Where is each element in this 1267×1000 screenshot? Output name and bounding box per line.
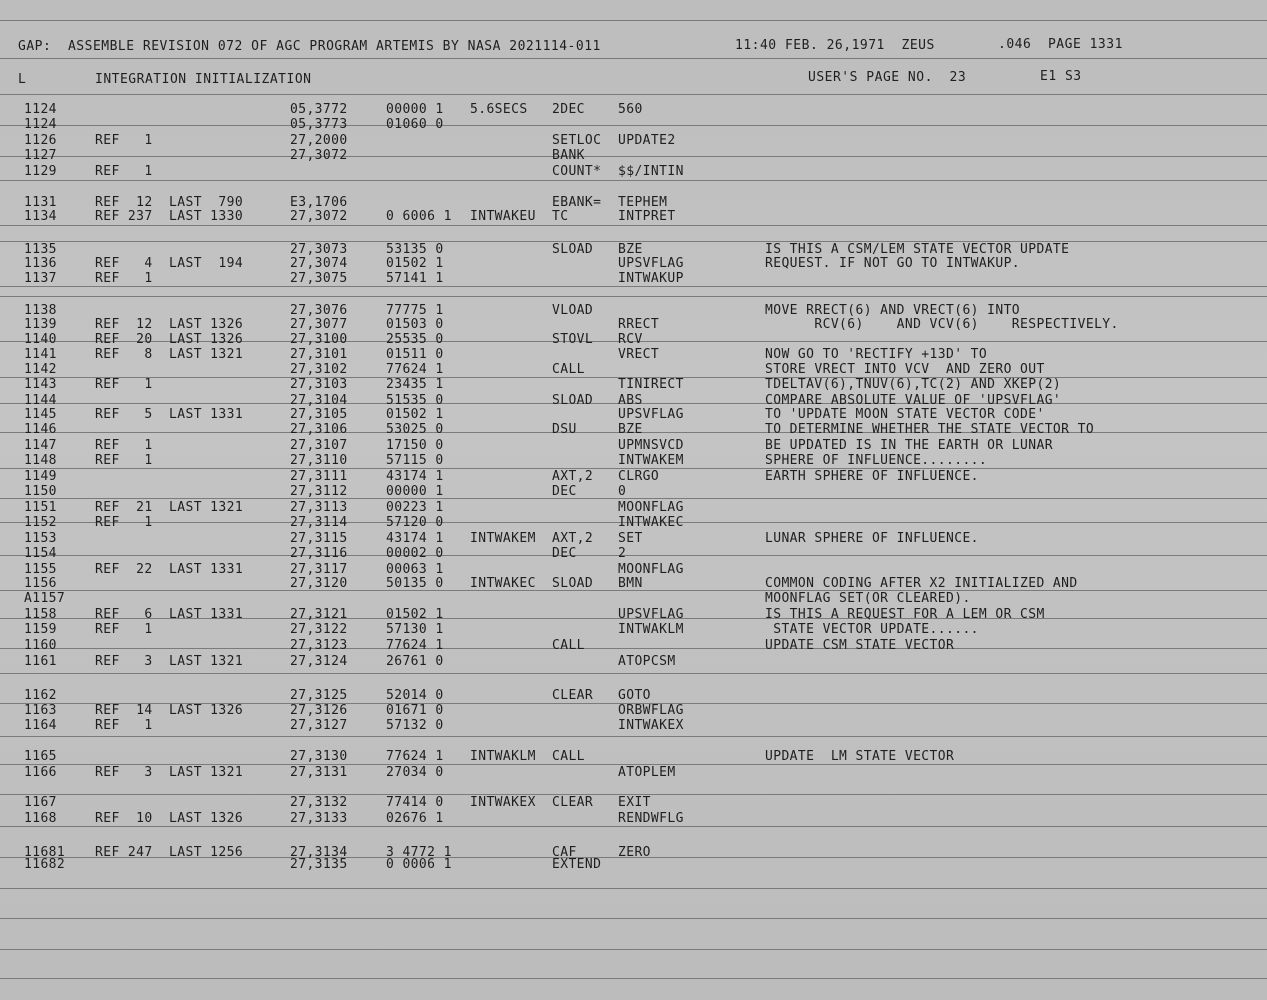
line-number: 1141 bbox=[24, 347, 57, 362]
line-number: 1153 bbox=[24, 531, 57, 546]
listing-row bbox=[0, 332, 1267, 346]
octal-code: 77624 1 bbox=[386, 362, 444, 377]
opcode: SLOAD bbox=[552, 242, 594, 257]
octal-code: 00000 1 bbox=[386, 484, 444, 499]
address: 27,3130 bbox=[290, 749, 348, 764]
operand: INTPRET bbox=[618, 209, 676, 224]
octal-code: 01502 1 bbox=[386, 256, 444, 271]
address: 27,3110 bbox=[290, 453, 348, 468]
opcode: AXT,2 bbox=[552, 531, 594, 546]
line-number: 11681 bbox=[24, 845, 66, 860]
line-number: 1131 bbox=[24, 195, 57, 210]
operand: INTWAKEC bbox=[618, 515, 684, 530]
address: 27,3127 bbox=[290, 718, 348, 733]
line-number: 1160 bbox=[24, 638, 57, 653]
listing-row bbox=[0, 407, 1267, 421]
listing-row bbox=[0, 531, 1267, 545]
octal-code: 00002 0 bbox=[386, 546, 444, 561]
address: 27,3122 bbox=[290, 622, 348, 637]
address: 27,3131 bbox=[290, 765, 348, 780]
operand: EXIT bbox=[618, 795, 651, 810]
listing-row bbox=[0, 749, 1267, 763]
operand: TEPHEM bbox=[618, 195, 668, 210]
listing-row bbox=[0, 133, 1267, 147]
comment: IS THIS A REQUEST FOR A LEM OR CSM bbox=[765, 607, 1045, 622]
address: 27,3116 bbox=[290, 546, 348, 561]
address: 27,3124 bbox=[290, 654, 348, 669]
listing-row bbox=[0, 638, 1267, 652]
form-rule bbox=[0, 826, 1267, 827]
line-number: 1146 bbox=[24, 422, 57, 437]
listing-row bbox=[0, 117, 1267, 131]
reference: REF 1 bbox=[95, 718, 153, 733]
operand: RRECT bbox=[618, 317, 660, 332]
reference: REF 20 LAST 1326 bbox=[95, 332, 244, 347]
listing-row bbox=[0, 453, 1267, 467]
listing-row bbox=[0, 102, 1267, 116]
line-number: 11682 bbox=[24, 857, 66, 872]
reference: REF 247 LAST 1256 bbox=[95, 845, 244, 860]
section-title: INTEGRATION INITIALIZATION bbox=[95, 72, 312, 87]
operand: UPDATE2 bbox=[618, 133, 676, 148]
reference: REF 22 LAST 1331 bbox=[95, 562, 244, 577]
listing-row bbox=[0, 148, 1267, 162]
comment: STATE VECTOR UPDATE...... bbox=[765, 622, 979, 637]
opcode: CLEAR bbox=[552, 688, 594, 703]
opcode: COUNT* bbox=[552, 164, 602, 179]
opcode: CALL bbox=[552, 638, 585, 653]
listing-page-number: .046 PAGE 1331 bbox=[998, 37, 1123, 52]
octal-code: 52014 0 bbox=[386, 688, 444, 703]
form-rule bbox=[0, 20, 1267, 21]
line-number: 1126 bbox=[24, 133, 57, 148]
octal-code: 77624 1 bbox=[386, 749, 444, 764]
octal-code: 77414 0 bbox=[386, 795, 444, 810]
operand: RCV bbox=[618, 332, 643, 347]
operand: BMN bbox=[618, 576, 643, 591]
address: 27,3101 bbox=[290, 347, 348, 362]
reference: REF 5 LAST 1331 bbox=[95, 407, 244, 422]
label: INTWAKEU bbox=[470, 209, 536, 224]
address: 27,3117 bbox=[290, 562, 348, 577]
line-number: 1161 bbox=[24, 654, 57, 669]
operand: INTWAKEX bbox=[618, 718, 684, 733]
octal-code: 53025 0 bbox=[386, 422, 444, 437]
opcode: CLEAR bbox=[552, 795, 594, 810]
address: 27,3104 bbox=[290, 393, 348, 408]
address: 27,3075 bbox=[290, 271, 348, 286]
listing-row bbox=[0, 622, 1267, 636]
operand: ATOPCSM bbox=[618, 654, 676, 669]
address: 27,3134 bbox=[290, 845, 348, 860]
listing-row bbox=[0, 576, 1267, 590]
listing-row bbox=[0, 469, 1267, 483]
reference: REF 1 bbox=[95, 438, 153, 453]
label: INTWAKLM bbox=[470, 749, 536, 764]
comment: MOONFLAG SET(OR CLEARED). bbox=[765, 591, 971, 606]
opcode: CALL bbox=[552, 749, 585, 764]
octal-code: 02676 1 bbox=[386, 811, 444, 826]
operand: INTWAKLM bbox=[618, 622, 684, 637]
listing-row bbox=[0, 591, 1267, 605]
listing-row bbox=[0, 654, 1267, 668]
reference: REF 3 LAST 1321 bbox=[95, 654, 244, 669]
line-number: 1135 bbox=[24, 242, 57, 257]
operand: BZE bbox=[618, 422, 643, 437]
octal-code: 43174 1 bbox=[386, 469, 444, 484]
line-number: 1134 bbox=[24, 209, 57, 224]
opcode: CALL bbox=[552, 362, 585, 377]
subheader-marker: L bbox=[18, 72, 27, 87]
comment: BE UPDATED IS IN THE EARTH OR LUNAR bbox=[765, 438, 1053, 453]
octal-code: 25535 0 bbox=[386, 332, 444, 347]
listing-row bbox=[0, 317, 1267, 331]
address: 27,3105 bbox=[290, 407, 348, 422]
opcode: EXTEND bbox=[552, 857, 602, 872]
form-rule bbox=[0, 949, 1267, 950]
operand: CLRGO bbox=[618, 469, 660, 484]
octal-code: 01502 1 bbox=[386, 407, 444, 422]
address: 27,3074 bbox=[290, 256, 348, 271]
address: 27,3123 bbox=[290, 638, 348, 653]
comment: NOW GO TO 'RECTIFY +13D' TO bbox=[765, 347, 988, 362]
form-rule bbox=[0, 94, 1267, 95]
reference: REF 12 LAST 790 bbox=[95, 195, 244, 210]
octal-code: 17150 0 bbox=[386, 438, 444, 453]
address: 27,3112 bbox=[290, 484, 348, 499]
form-rule bbox=[0, 978, 1267, 979]
operand: MOONFLAG bbox=[618, 500, 684, 515]
opcode: DSU bbox=[552, 422, 577, 437]
form-rule bbox=[0, 918, 1267, 919]
opcode: DEC bbox=[552, 546, 577, 561]
listing-row bbox=[0, 811, 1267, 825]
operand: ZERO bbox=[618, 845, 651, 860]
operand: INTWAKUP bbox=[618, 271, 684, 286]
operand: MOONFLAG bbox=[618, 562, 684, 577]
line-number: 1147 bbox=[24, 438, 57, 453]
opcode: TC bbox=[552, 209, 569, 224]
octal-code: 0 0006 1 bbox=[386, 857, 452, 872]
operand: GOTO bbox=[618, 688, 651, 703]
octal-code: 53135 0 bbox=[386, 242, 444, 257]
octal-code: 57115 0 bbox=[386, 453, 444, 468]
octal-code: 00063 1 bbox=[386, 562, 444, 577]
reference: REF 1 bbox=[95, 271, 153, 286]
comment: COMPARE ABSOLUTE VALUE OF 'UPSVFLAG' bbox=[765, 393, 1062, 408]
label: INTWAKEX bbox=[470, 795, 536, 810]
line-number: 1150 bbox=[24, 484, 57, 499]
opcode: 2DEC bbox=[552, 102, 585, 117]
operand: ABS bbox=[618, 393, 643, 408]
section-code: E1 S3 bbox=[1040, 69, 1082, 84]
address: 27,3111 bbox=[290, 469, 348, 484]
address: 05,3773 bbox=[290, 117, 348, 132]
comment: EARTH SPHERE OF INFLUENCE. bbox=[765, 469, 979, 484]
listing-row bbox=[0, 500, 1267, 514]
reference: REF 14 LAST 1326 bbox=[95, 703, 244, 718]
opcode: STOVL bbox=[552, 332, 594, 347]
label: INTWAKEC bbox=[470, 576, 536, 591]
octal-code: 57130 1 bbox=[386, 622, 444, 637]
operand: SET bbox=[618, 531, 643, 546]
address: 27,3133 bbox=[290, 811, 348, 826]
listing-timestamp: 11:40 FEB. 26,1971 ZEUS bbox=[735, 38, 935, 53]
octal-code: 26761 0 bbox=[386, 654, 444, 669]
form-rule bbox=[0, 498, 1267, 499]
octal-code: 43174 1 bbox=[386, 531, 444, 546]
line-number: 1165 bbox=[24, 749, 57, 764]
operand: RENDWFLG bbox=[618, 811, 684, 826]
line-number: 1143 bbox=[24, 377, 57, 392]
reference: REF 1 bbox=[95, 164, 153, 179]
line-number: 1136 bbox=[24, 256, 57, 271]
octal-code: 00223 1 bbox=[386, 500, 444, 515]
operand: UPSVFLAG bbox=[618, 607, 684, 622]
octal-code: 01060 0 bbox=[386, 117, 444, 132]
listing-row bbox=[0, 515, 1267, 529]
listing-row bbox=[0, 718, 1267, 732]
listing-row bbox=[0, 562, 1267, 576]
reference: REF 1 bbox=[95, 622, 153, 637]
listing-row bbox=[0, 857, 1267, 871]
address: 27,2000 bbox=[290, 133, 348, 148]
reference: REF 3 LAST 1321 bbox=[95, 765, 244, 780]
operand: ATOPLEM bbox=[618, 765, 676, 780]
octal-code: 77624 1 bbox=[386, 638, 444, 653]
line-number: 1127 bbox=[24, 148, 57, 163]
user-page-number: USER'S PAGE NO. 23 bbox=[808, 70, 967, 85]
comment: IS THIS A CSM/LEM STATE VECTOR UPDATE bbox=[765, 242, 1070, 257]
listing-row bbox=[0, 209, 1267, 223]
line-number: 1163 bbox=[24, 703, 57, 718]
opcode: CAF bbox=[552, 845, 577, 860]
form-rule bbox=[0, 888, 1267, 889]
reference: REF 4 LAST 194 bbox=[95, 256, 244, 271]
line-number: 1137 bbox=[24, 271, 57, 286]
comment: MOVE RRECT(6) AND VRECT(6) INTO bbox=[765, 303, 1021, 318]
reference: REF 12 LAST 1326 bbox=[95, 317, 244, 332]
form-rule bbox=[0, 58, 1267, 59]
address: 27,3113 bbox=[290, 500, 348, 515]
line-number: 1124 bbox=[24, 102, 57, 117]
comment: UPDATE LM STATE VECTOR bbox=[765, 749, 955, 764]
form-rule bbox=[0, 736, 1267, 737]
octal-code: 57120 0 bbox=[386, 515, 444, 530]
address: 27,3072 bbox=[290, 148, 348, 163]
listing-row bbox=[0, 256, 1267, 270]
octal-code: 23435 1 bbox=[386, 377, 444, 392]
listing-row bbox=[0, 422, 1267, 436]
opcode: EBANK= bbox=[552, 195, 602, 210]
operand: 560 bbox=[618, 102, 643, 117]
listing-row bbox=[0, 688, 1267, 702]
line-number: 1142 bbox=[24, 362, 57, 377]
operand: $$/INTIN bbox=[618, 164, 684, 179]
operand: UPSVFLAG bbox=[618, 407, 684, 422]
operand: VRECT bbox=[618, 347, 660, 362]
opcode: BANK bbox=[552, 148, 585, 163]
operand: UPSVFLAG bbox=[618, 256, 684, 271]
listing-row bbox=[0, 765, 1267, 779]
listing-row bbox=[0, 195, 1267, 209]
address: 27,3076 bbox=[290, 303, 348, 318]
address: 27,3073 bbox=[290, 242, 348, 257]
address: 27,3125 bbox=[290, 688, 348, 703]
address: 27,3132 bbox=[290, 795, 348, 810]
address: 27,3102 bbox=[290, 362, 348, 377]
opcode: SLOAD bbox=[552, 576, 594, 591]
octal-code: 50135 0 bbox=[386, 576, 444, 591]
opcode: AXT,2 bbox=[552, 469, 594, 484]
reference: REF 1 bbox=[95, 453, 153, 468]
listing-row bbox=[0, 546, 1267, 560]
line-number: 1145 bbox=[24, 407, 57, 422]
reference: REF 10 LAST 1326 bbox=[95, 811, 244, 826]
reference: REF 1 bbox=[95, 133, 153, 148]
octal-code: 01511 0 bbox=[386, 347, 444, 362]
line-number: 1138 bbox=[24, 303, 57, 318]
address: 27,3106 bbox=[290, 422, 348, 437]
listing-row bbox=[0, 377, 1267, 391]
opcode: VLOAD bbox=[552, 303, 594, 318]
line-number: 1152 bbox=[24, 515, 57, 530]
listing-row bbox=[0, 484, 1267, 498]
octal-code: 57141 1 bbox=[386, 271, 444, 286]
octal-code: 01503 0 bbox=[386, 317, 444, 332]
address: E3,1706 bbox=[290, 195, 348, 210]
reference: REF 1 bbox=[95, 377, 153, 392]
reference: REF 8 LAST 1321 bbox=[95, 347, 244, 362]
address: 27,3103 bbox=[290, 377, 348, 392]
comment: TDELTAV(6),TNUV(6),TC(2) AND XKEP(2) bbox=[765, 377, 1062, 392]
comment: LUNAR SPHERE OF INFLUENCE. bbox=[765, 531, 979, 546]
comment: SPHERE OF INFLUENCE........ bbox=[765, 453, 988, 468]
comment: UPDATE CSM STATE VECTOR bbox=[765, 638, 955, 653]
address: 27,3121 bbox=[290, 607, 348, 622]
octal-code: 00000 1 bbox=[386, 102, 444, 117]
line-number: 1168 bbox=[24, 811, 57, 826]
line-number: 1149 bbox=[24, 469, 57, 484]
address: 27,3126 bbox=[290, 703, 348, 718]
form-rule bbox=[0, 180, 1267, 181]
listing-row bbox=[0, 303, 1267, 317]
octal-code: 77775 1 bbox=[386, 303, 444, 318]
line-number: 1139 bbox=[24, 317, 57, 332]
address: 27,3107 bbox=[290, 438, 348, 453]
line-number: 1164 bbox=[24, 718, 57, 733]
listing-row bbox=[0, 795, 1267, 809]
address: 27,3100 bbox=[290, 332, 348, 347]
comment: TO 'UPDATE MOON STATE VECTOR CODE' bbox=[765, 407, 1045, 422]
octal-code: 0 6006 1 bbox=[386, 209, 452, 224]
operand: UPMNSVCD bbox=[618, 438, 684, 453]
address: 27,3114 bbox=[290, 515, 348, 530]
line-number: A1157 bbox=[24, 591, 66, 606]
operand: 2 bbox=[618, 546, 627, 561]
form-rule bbox=[0, 286, 1267, 287]
reference: REF 6 LAST 1331 bbox=[95, 607, 244, 622]
listing-row bbox=[0, 438, 1267, 452]
line-number: 1162 bbox=[24, 688, 57, 703]
line-number: 1158 bbox=[24, 607, 57, 622]
line-number: 1155 bbox=[24, 562, 57, 577]
octal-code: 51535 0 bbox=[386, 393, 444, 408]
operand: INTWAKEM bbox=[618, 453, 684, 468]
reference: REF 237 LAST 1330 bbox=[95, 209, 244, 224]
line-number: 1167 bbox=[24, 795, 57, 810]
line-number: 1159 bbox=[24, 622, 57, 637]
reference: REF 1 bbox=[95, 515, 153, 530]
listing-row bbox=[0, 607, 1267, 621]
listing-title: GAP: ASSEMBLE REVISION 072 OF AGC PROGRAM ARTEMIS BY NASA 2021114-011 bbox=[18, 39, 601, 54]
octal-code: 01502 1 bbox=[386, 607, 444, 622]
opcode: DEC bbox=[552, 484, 577, 499]
comment: RCV(6) AND VCV(6) RESPECTIVELY. bbox=[765, 317, 1119, 332]
listing-row bbox=[0, 703, 1267, 717]
listing-row bbox=[0, 362, 1267, 376]
line-number: 1124 bbox=[24, 117, 57, 132]
line-number: 1156 bbox=[24, 576, 57, 591]
octal-code: 57132 0 bbox=[386, 718, 444, 733]
address: 05,3772 bbox=[290, 102, 348, 117]
comment: TO DETERMINE WHETHER THE STATE VECTOR TO bbox=[765, 422, 1095, 437]
listing-row bbox=[0, 393, 1267, 407]
form-rule bbox=[0, 225, 1267, 226]
operand: 0 bbox=[618, 484, 627, 499]
operand: BZE bbox=[618, 242, 643, 257]
listing-row bbox=[0, 271, 1267, 285]
line-number: 1154 bbox=[24, 546, 57, 561]
label: INTWAKEM bbox=[470, 531, 536, 546]
listing-row bbox=[0, 164, 1267, 178]
line-number: 1166 bbox=[24, 765, 57, 780]
opcode: SLOAD bbox=[552, 393, 594, 408]
operand: TINIRECT bbox=[618, 377, 684, 392]
octal-code: 27034 0 bbox=[386, 765, 444, 780]
line-number: 1144 bbox=[24, 393, 57, 408]
opcode: SETLOC bbox=[552, 133, 602, 148]
listing-row bbox=[0, 242, 1267, 256]
address: 27,3072 bbox=[290, 209, 348, 224]
address: 27,3077 bbox=[290, 317, 348, 332]
line-number: 1129 bbox=[24, 164, 57, 179]
label: 5.6SECS bbox=[470, 102, 528, 117]
comment: COMMON CODING AFTER X2 INITIALIZED AND bbox=[765, 576, 1078, 591]
address: 27,3115 bbox=[290, 531, 348, 546]
octal-code: 3 4772 1 bbox=[386, 845, 452, 860]
line-number: 1140 bbox=[24, 332, 57, 347]
form-rule bbox=[0, 673, 1267, 674]
comment: STORE VRECT INTO VCV AND ZERO OUT bbox=[765, 362, 1045, 377]
line-number: 1148 bbox=[24, 453, 57, 468]
form-rule bbox=[0, 296, 1267, 297]
address: 27,3135 bbox=[290, 857, 348, 872]
listing-row bbox=[0, 347, 1267, 361]
line-number: 1151 bbox=[24, 500, 57, 515]
octal-code: 01671 0 bbox=[386, 703, 444, 718]
reference: REF 21 LAST 1321 bbox=[95, 500, 244, 515]
operand: ORBWFLAG bbox=[618, 703, 684, 718]
address: 27,3120 bbox=[290, 576, 348, 591]
comment: REQUEST. IF NOT GO TO INTWAKUP. bbox=[765, 256, 1021, 271]
